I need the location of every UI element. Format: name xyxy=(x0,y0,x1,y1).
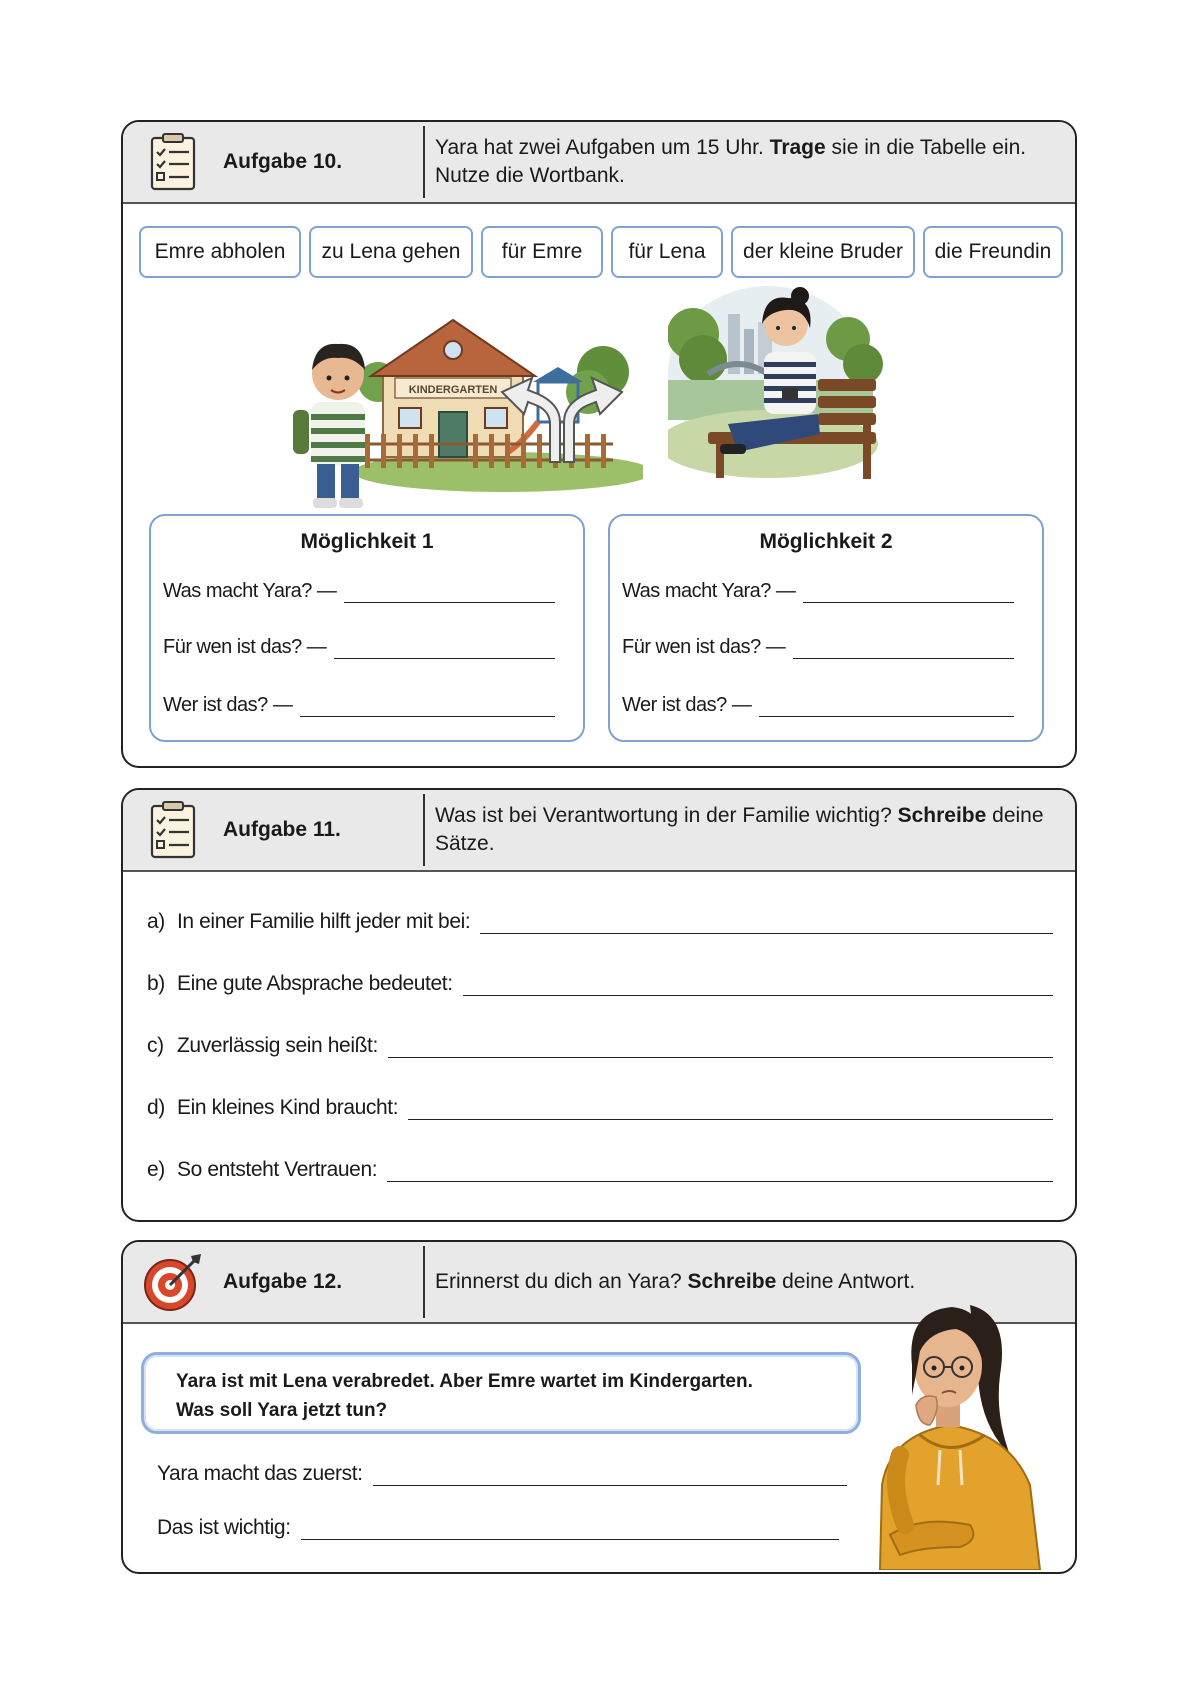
answer-line[interactable] xyxy=(388,1038,1053,1058)
sentence-starter: So entsteht Vertrauen: xyxy=(177,1158,378,1181)
answer-prompt: Yara macht das zuerst: xyxy=(157,1462,363,1485)
answer-line[interactable] xyxy=(300,697,555,717)
word-bank-chip[interactable]: für Lena xyxy=(611,226,723,278)
answer-line[interactable] xyxy=(373,1466,847,1486)
checklist-icon xyxy=(123,122,223,202)
option-1-box xyxy=(149,514,585,742)
answer-prompt: Das ist wichtig: xyxy=(157,1516,291,1539)
fill-row xyxy=(163,636,555,659)
task-instruction: Yara hat zwei Aufgaben um 15 Uhr. Trage sie in die Tabelle ein. Nutze die Wortbank. xyxy=(435,136,1027,187)
fill-row xyxy=(163,580,555,603)
fill-row xyxy=(163,694,555,717)
question-label: Wer ist das? — xyxy=(163,694,293,716)
speech-bubble xyxy=(141,1352,861,1434)
sentence-row xyxy=(147,1096,1053,1120)
target-icon xyxy=(123,1242,223,1322)
item-letter: d) xyxy=(147,1096,165,1119)
answer-row xyxy=(157,1462,847,1486)
sentence-row xyxy=(147,1034,1053,1058)
answer-line[interactable] xyxy=(408,1100,1053,1120)
park-bench-illustration xyxy=(668,284,883,484)
checklist-icon xyxy=(123,790,223,870)
answer-row xyxy=(157,1516,839,1540)
option-title: Möglichkeit 2 xyxy=(759,530,893,553)
sentence-starter: Ein kleines Kind braucht: xyxy=(177,1096,399,1119)
word-bank-chip[interactable]: der kleine Bruder xyxy=(731,226,915,278)
task-instruction: Erinnerst du dich an Yara? Schreibe deine Antwort. xyxy=(435,1270,916,1293)
item-letter: e) xyxy=(147,1158,165,1181)
answer-line[interactable] xyxy=(334,639,555,659)
task-11-card xyxy=(121,788,1077,1222)
bubble-line: Was soll Yara jetzt tun? xyxy=(176,1400,388,1421)
answer-line[interactable] xyxy=(793,639,1014,659)
word-bank-chip[interactable]: Emre abholen xyxy=(139,226,301,278)
task-title: Aufgabe 10. xyxy=(223,150,343,173)
task-11-header xyxy=(123,790,1075,872)
fill-row xyxy=(622,580,1014,603)
answer-line[interactable] xyxy=(344,583,555,603)
fill-row xyxy=(622,636,1014,659)
sentence-starter: Zuverlässig sein heißt: xyxy=(177,1034,378,1057)
answer-line[interactable] xyxy=(480,914,1053,934)
question-label: Für wen ist das? — xyxy=(622,636,786,658)
answer-line[interactable] xyxy=(301,1520,839,1540)
item-letter: c) xyxy=(147,1034,164,1057)
word-bank-chip[interactable]: zu Lena gehen xyxy=(309,226,473,278)
thinking-girl-illustration xyxy=(860,1285,1050,1570)
sentence-starter: In einer Familie hilft jeder mit bei: xyxy=(177,910,471,933)
fill-row xyxy=(622,694,1014,717)
answer-line[interactable] xyxy=(803,583,1014,603)
answer-line[interactable] xyxy=(463,976,1053,996)
question-label: Was macht Yara? — xyxy=(622,580,796,602)
option-2-box xyxy=(608,514,1044,742)
answer-line[interactable] xyxy=(387,1162,1053,1182)
question-label: Was macht Yara? — xyxy=(163,580,337,602)
question-label: Wer ist das? — xyxy=(622,694,752,716)
task-10-header xyxy=(123,122,1075,204)
fork-arrow-icon xyxy=(498,364,638,464)
answer-line[interactable] xyxy=(759,697,1014,717)
kindergarten-sign: KINDERGARTEN xyxy=(408,384,498,396)
task-instruction: Was ist bei Verantwortung in der Familie wichtig? Schreibe deine Sätze. xyxy=(435,804,1044,855)
question-label: Für wen ist das? — xyxy=(163,636,327,658)
task-title: Aufgabe 11. xyxy=(223,818,341,841)
sentence-row xyxy=(147,1158,1053,1182)
option-title: Möglichkeit 1 xyxy=(300,530,434,553)
task-title: Aufgabe 12. xyxy=(223,1270,343,1293)
sentence-starter: Eine gute Absprache bedeutet: xyxy=(177,972,453,995)
word-bank-chip[interactable]: für Emre xyxy=(481,226,603,278)
sentence-row xyxy=(147,910,1053,934)
item-letter: b) xyxy=(147,972,165,995)
bubble-line: Yara ist mit Lena verabredet. Aber Emre wartet im Kindergarten. xyxy=(176,1371,753,1392)
task-10-card xyxy=(121,120,1077,768)
item-letter: a) xyxy=(147,910,165,933)
sentence-row xyxy=(147,972,1053,996)
word-bank-chip[interactable]: die Freundin xyxy=(923,226,1063,278)
